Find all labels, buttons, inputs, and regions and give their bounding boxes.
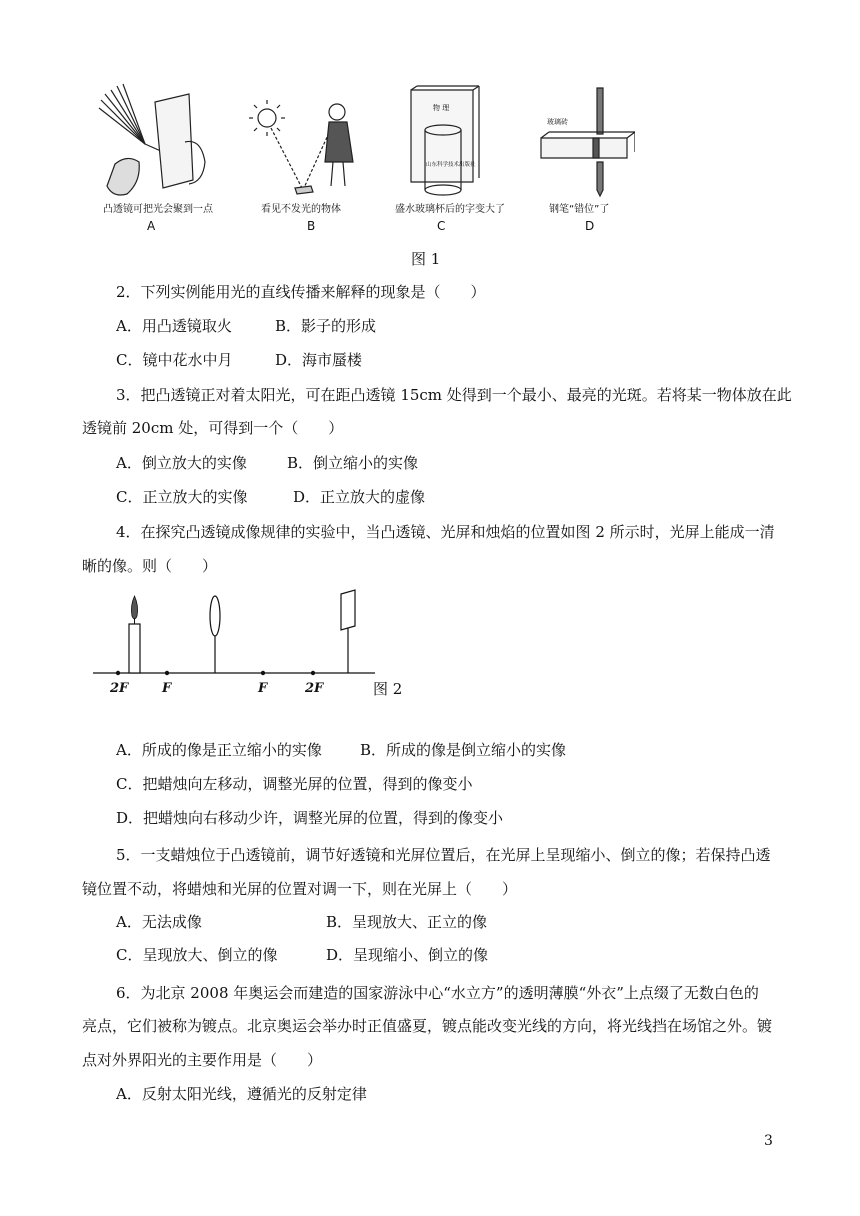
label-2f-left: 2F (110, 681, 129, 696)
q5-option-d: D．呈现缩小、倒立的像 (326, 946, 489, 964)
q4-option-c: C．把蜡烛向左移动，调整光屏的位置，得到的像变小 (116, 775, 473, 793)
candle-flame (131, 596, 137, 619)
panel-d-letter: D (585, 219, 595, 233)
figure-2-caption: 图 2 (373, 680, 403, 698)
panel-c-text: 盛水玻璃杯后的字变大了 (395, 204, 505, 215)
q3-option-d: D．正立放大的虚像 (293, 488, 426, 506)
q5-option-b: B．呈现放大、正立的像 (326, 913, 488, 931)
light-screen (341, 590, 355, 630)
panel-d-block-label: 玻璃砖 (547, 118, 568, 126)
q3-stem-line2: 透镜前 20cm 处，可得到一个（ ） (82, 419, 344, 437)
point-f-right (261, 671, 265, 675)
q5-stem-line2: 镜位置不动，将蜡烛和光屏的位置对调一下，则在光屏上（ ） (82, 880, 518, 898)
q5-option-c: C．呈现放大、倒立的像 (116, 946, 278, 964)
q4-option-d: D．把蜡烛向右移动少许，调整光屏的位置，得到的像变小 (116, 809, 504, 827)
q3-option-a: A．倒立放大的实像 (116, 454, 247, 472)
label-f-left: F (162, 681, 172, 696)
q2-option-d: D．海市蜃楼 (275, 351, 363, 369)
q4-stem-line1: 4．在探究凸透镜成像规律的实验中，当凸透镜、光屏和烛焰的位置如图 2 所示时，光屏上能成一清 (116, 523, 775, 541)
q3-stem-line1: 3．把凸透镜正对着太阳光，可在距凸透镜 15cm 处得到一个最小、最亮的光斑。若将某一物体放在此 (116, 386, 792, 404)
q2-stem: 2．下列实例能用光的直线传播来解释的现象是（ ） (116, 283, 486, 301)
panel-a-text: 凸透镜可把光会聚到一点 (103, 204, 213, 215)
candle (129, 624, 140, 673)
panel-b-text: 看见不发光的物体 (261, 204, 341, 215)
q2-option-a: A．用凸透镜取火 (116, 317, 232, 335)
q6-option-a: A．反射太阳光线，遵循光的反射定律 (116, 1085, 367, 1103)
q4-stem-line2: 晰的像。则（ ） (82, 557, 218, 575)
label-f-right: F (258, 681, 268, 696)
panel-c-letter: C (437, 219, 446, 233)
figure-1-illustrations (97, 82, 635, 234)
q2-option-b: B．影子的形成 (275, 317, 377, 335)
point-f-left (165, 671, 169, 675)
q6-stem-line1: 6．为北京 2008 年奥运会而建造的国家游泳中心“水立方”的透明薄膜“外衣”上点缀了无数白色的 (116, 984, 759, 1002)
q3-option-b: B．倒立缩小的实像 (287, 454, 419, 472)
q5-option-a: A．无法成像 (116, 913, 202, 931)
panel-c-glass-magnify (411, 86, 479, 195)
q5-stem-line1: 5．一支蜡烛位于凸透镜前，调节好透镜和光屏位置后，在光屏上呈现缩小、倒立的像；若保持凸透 (116, 846, 771, 864)
point-2f-left (116, 671, 120, 675)
panel-a-letter: A (147, 219, 156, 233)
q4-option-a: A．所成的像是正立缩小的实像 (116, 741, 322, 759)
q6-stem-line2: 亮点，它们被称为镀点。北京奥运会举办时正值盛夏，镀点能改变光线的方向，将光线挡在场馆之外。镀 (82, 1017, 773, 1035)
panel-b-letter: B (307, 219, 316, 233)
figure-1-caption: 图 1 (411, 250, 441, 268)
q2-option-c: C．镜中花水中月 (116, 351, 233, 369)
panel-c-cup-label: 山东科学技术出版社 (426, 162, 476, 168)
point-2f-right (311, 671, 315, 675)
q6-stem-line3: 点对外界阳光的主要作用是（ ） (82, 1051, 323, 1069)
panel-c-book-label: 物 理 (433, 104, 450, 112)
label-2f-right: 2F (305, 681, 324, 696)
figure-2-optical-bench (93, 588, 383, 696)
q4-option-b: B．所成的像是倒立缩小的实像 (360, 741, 567, 759)
panel-d-text: 钢笔“错位”了 (549, 204, 610, 215)
page-number: 3 (764, 1133, 773, 1149)
convex-lens (210, 596, 220, 636)
q3-option-c: C．正立放大的实像 (116, 488, 248, 506)
